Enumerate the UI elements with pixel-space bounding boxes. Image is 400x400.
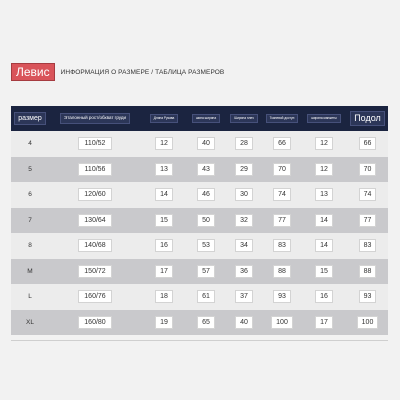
measurement-value: 61 (197, 290, 215, 303)
size-value: 4 (28, 140, 32, 148)
table-row (11, 157, 388, 183)
table-cell (141, 208, 187, 234)
measurement-value: 93 (359, 290, 377, 303)
measurement-value: 19 (155, 316, 173, 329)
table-cell (187, 208, 225, 234)
table-cell (347, 284, 388, 310)
measurement-value: 93 (273, 290, 291, 303)
measurement-value: 77 (359, 214, 377, 227)
measurement-value: 17 (315, 316, 333, 329)
table-row (11, 284, 388, 310)
table-header (11, 106, 388, 131)
table-cell (347, 233, 388, 259)
table-cell (187, 310, 225, 336)
column-header-width: шина ширина (192, 114, 220, 123)
table-cell (141, 233, 187, 259)
measurement-value: 36 (235, 265, 253, 278)
table-cell (187, 259, 225, 285)
table-cell (141, 131, 187, 157)
measurement-value: 16 (155, 239, 173, 252)
header-cell (141, 106, 187, 131)
table-cell (301, 259, 347, 285)
measurement-value: 74 (359, 188, 377, 201)
column-header-shoulder-width: Ширина плеч (230, 114, 258, 123)
table-cell (11, 259, 49, 285)
measurement-value: 160/76 (78, 290, 112, 303)
table-cell (49, 208, 141, 234)
table-cell (187, 284, 225, 310)
measurement-value: 66 (273, 137, 291, 150)
table-cell (347, 310, 388, 336)
measurement-value: 15 (315, 265, 333, 278)
measurement-value: 13 (315, 188, 333, 201)
column-header-cuff-width: ширина манжеты (307, 114, 341, 123)
measurement-value: 17 (155, 265, 173, 278)
table-cell (347, 131, 388, 157)
column-header-height-chest: Эталонный рост/обхват груди (60, 113, 130, 124)
size-value: L (28, 293, 32, 301)
table-cell (49, 233, 141, 259)
table-cell (347, 182, 388, 208)
measurement-value: 28 (235, 137, 253, 150)
measurement-value: 66 (359, 137, 377, 150)
divider (11, 340, 388, 341)
measurement-value: 12 (315, 163, 333, 176)
measurement-value: 77 (273, 214, 291, 227)
table-cell (347, 259, 388, 285)
measurement-value: 43 (197, 163, 215, 176)
measurement-value: 70 (273, 163, 291, 176)
table-cell (263, 208, 301, 234)
measurement-value: 12 (315, 137, 333, 150)
table-cell (225, 284, 263, 310)
table-cell (225, 310, 263, 336)
table-cell (49, 259, 141, 285)
table-cell (263, 259, 301, 285)
size-value: M (27, 267, 33, 275)
measurement-value: 74 (273, 188, 291, 201)
table-cell (141, 182, 187, 208)
header-cell (187, 106, 225, 131)
table-cell (263, 157, 301, 183)
table-row (11, 182, 388, 208)
table-cell (49, 284, 141, 310)
table-cell (301, 284, 347, 310)
table-cell (187, 157, 225, 183)
table-cell (11, 208, 49, 234)
size-value: 8 (28, 242, 32, 250)
measurement-value: 130/64 (78, 214, 112, 227)
table-cell (49, 310, 141, 336)
page-title: ИНФОРМАЦИЯ О РАЗМЕРЕ / ТАБЛИЦА РАЗМЕРОВ (60, 68, 225, 76)
table-cell (225, 157, 263, 183)
column-header-fabric: Тканевой доступ (266, 114, 299, 123)
column-header-sleeve-length: Длина Рукава (150, 114, 179, 123)
measurement-value: 88 (359, 265, 377, 278)
measurement-value: 53 (197, 239, 215, 252)
measurement-value: 100 (357, 316, 379, 329)
measurement-value: 120/60 (78, 188, 112, 201)
size-value: XL (26, 318, 34, 326)
measurement-value: 70 (359, 163, 377, 176)
table-row (11, 208, 388, 234)
measurement-value: 83 (273, 239, 291, 252)
measurement-value: 12 (155, 137, 173, 150)
table-cell (225, 259, 263, 285)
table-cell (263, 131, 301, 157)
table-body (11, 131, 388, 335)
measurement-value: 140/68 (78, 239, 112, 252)
measurement-value: 65 (197, 316, 215, 329)
table-cell (49, 131, 141, 157)
column-header-hem: Подол (350, 111, 385, 126)
table-cell (347, 157, 388, 183)
header-cell (225, 106, 263, 131)
size-value: 5 (28, 165, 32, 173)
table-cell (301, 208, 347, 234)
header-cell (301, 106, 347, 131)
measurement-value: 30 (235, 188, 253, 201)
table-cell (187, 182, 225, 208)
measurement-value: 15 (155, 214, 173, 227)
table-cell (11, 284, 49, 310)
measurement-value: 18 (155, 290, 173, 303)
table-cell (301, 182, 347, 208)
measurement-value: 100 (271, 316, 293, 329)
table-row (11, 131, 388, 157)
measurement-value: 34 (235, 239, 253, 252)
measurement-value: 32 (235, 214, 253, 227)
measurement-value: 83 (359, 239, 377, 252)
table-cell (11, 233, 49, 259)
table-cell (301, 233, 347, 259)
measurement-value: 40 (197, 137, 215, 150)
table-row (11, 259, 388, 285)
measurement-value: 13 (155, 163, 173, 176)
size-value: 7 (28, 216, 32, 224)
table-row (11, 310, 388, 336)
table-cell (11, 182, 49, 208)
measurement-value: 14 (315, 239, 333, 252)
measurement-value: 14 (315, 214, 333, 227)
measurement-value: 150/72 (78, 265, 112, 278)
table-cell (301, 310, 347, 336)
measurement-value: 57 (197, 265, 215, 278)
header-cell (347, 106, 388, 131)
table-cell (11, 131, 49, 157)
table-row (11, 233, 388, 259)
measurement-value: 88 (273, 265, 291, 278)
table-cell (301, 131, 347, 157)
table-cell (263, 284, 301, 310)
table-cell (11, 310, 49, 336)
table-cell (263, 310, 301, 336)
measurement-value: 110/52 (78, 137, 112, 150)
measurement-value: 110/56 (78, 163, 112, 176)
table-cell (225, 131, 263, 157)
table-cell (141, 284, 187, 310)
table-cell (263, 182, 301, 208)
header-cell (263, 106, 301, 131)
table-cell (187, 233, 225, 259)
table-cell (49, 182, 141, 208)
table-cell (347, 208, 388, 234)
measurement-value: 160/80 (78, 316, 112, 329)
measurement-value: 16 (315, 290, 333, 303)
table-cell (49, 157, 141, 183)
measurement-value: 50 (197, 214, 215, 227)
measurement-value: 37 (235, 290, 253, 303)
table-cell (225, 182, 263, 208)
measurement-value: 14 (155, 188, 173, 201)
table-cell (263, 233, 301, 259)
brand-logo: Левис (11, 63, 55, 81)
size-table (11, 106, 388, 335)
table-cell (301, 157, 347, 183)
table-cell (141, 310, 187, 336)
table-cell (187, 131, 225, 157)
measurement-value: 40 (235, 316, 253, 329)
measurement-value: 46 (197, 188, 215, 201)
table-cell (141, 259, 187, 285)
column-header-size: размер (14, 112, 46, 125)
header-cell (49, 106, 141, 131)
table-cell (11, 157, 49, 183)
measurement-value: 29 (235, 163, 253, 176)
table-cell (225, 208, 263, 234)
table-cell (141, 157, 187, 183)
table-cell (225, 233, 263, 259)
header (11, 63, 224, 81)
header-cell (11, 106, 49, 131)
size-value: 6 (28, 191, 32, 199)
